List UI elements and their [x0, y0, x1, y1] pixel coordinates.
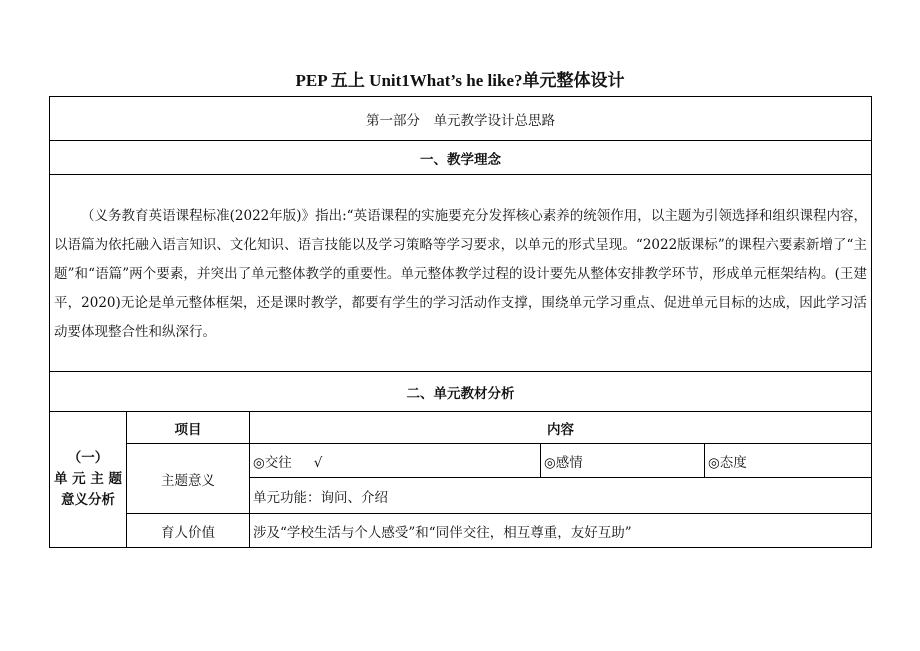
part-one-heading: 第一部分 单元教学设计总思路 [50, 97, 872, 141]
theme-meaning-label: 主题意义 [127, 444, 250, 514]
unit-theme-group-label [50, 412, 127, 548]
group-label-line2: 单 元 主 题 [53, 471, 123, 487]
header-item: 项目 [127, 412, 250, 444]
education-value-content: 涉及“学校生活与个人感受”和“同伴交往，相互尊重，友好互助” [250, 514, 872, 548]
option-communication-cell [250, 444, 541, 478]
analysis-heading: 二、单元教材分析 [50, 372, 872, 412]
concept-heading: 一、教学理念 [50, 141, 872, 175]
concept-paragraph: （义务教育英语课程标准(2022年版)》指出:“英语课程的实施要充分发挥核心素养的统领作用，以主题为引领选择和组织课程内容，以语篇为依托融入语言知识、文化知识、语言技能以及学习策略等学习要求，以单元的形式呈现。“2022版课标”的课程六要素新增了“主题”和“语篇”两个要素，并突出了单元整体教学的重要性。单元整体教学过程的设计要先从整体安排教学环节，形成单元框架结构。(王建平，2020)无论是单元整体框架，还是课时教学，都要有学生的学习活动作支撑，围绕单元学习重点、促进单元目标的达成，因此学习活动要体现整合性和纵深行。 [50, 175, 872, 372]
group-label-line3: 意义分析 [61, 492, 115, 508]
unit-function: 单元功能：询问、介绍 [250, 478, 872, 514]
education-value-label: 育人价值 [127, 514, 250, 548]
option-communication: ◎交往 [253, 454, 292, 471]
option-attitude: ◎态度 [705, 444, 872, 478]
check-mark-icon: √ [313, 454, 323, 471]
document-title: PEP 五上 Unit1What’s he like?单元整体设计 [295, 71, 625, 90]
unit-design-table [49, 96, 872, 548]
header-content: 内容 [250, 412, 872, 444]
option-emotion: ◎感情 [541, 444, 705, 478]
group-label-line1: （一） [67, 450, 109, 466]
